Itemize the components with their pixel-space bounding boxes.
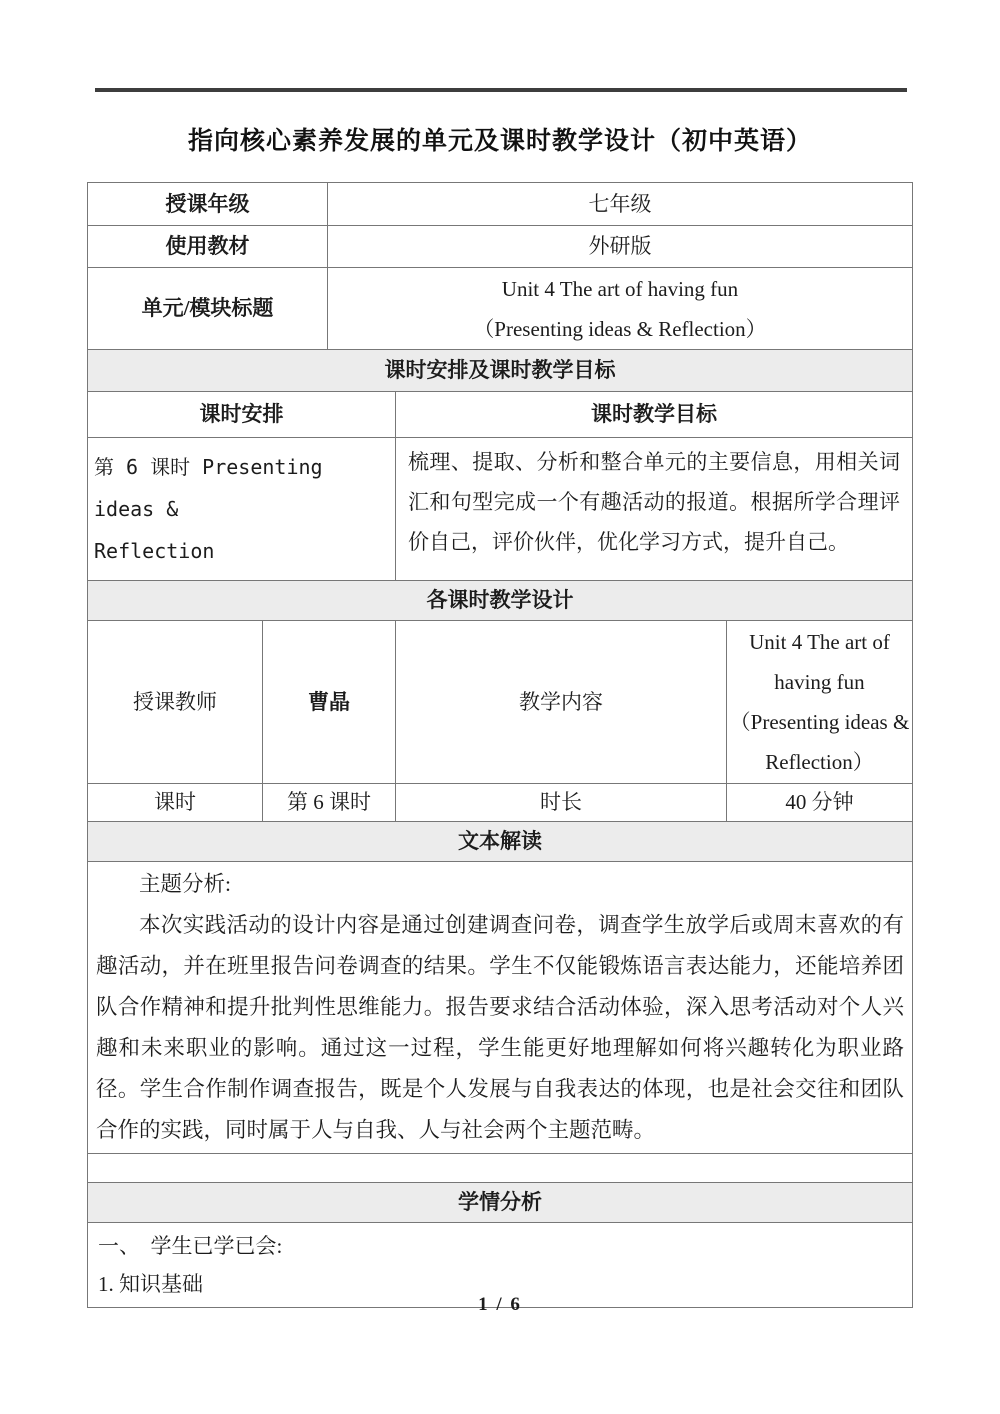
section-header-row <box>88 349 912 391</box>
header-rule <box>95 88 907 92</box>
table-row <box>88 391 912 437</box>
schedule-line2: Reflection <box>94 539 215 563</box>
section-header-row <box>88 580 912 620</box>
textbook-label: 使用教材 <box>165 234 250 259</box>
content-value <box>726 621 912 783</box>
content-line2: having fun <box>774 670 865 694</box>
lesson-design-table <box>87 182 913 1308</box>
unit-title-line2: （Presenting ideas & Reflection） <box>473 316 767 341</box>
unit-title-lines <box>473 269 766 349</box>
empty-cell <box>88 1154 912 1182</box>
table-row <box>88 267 912 349</box>
duration-label: 时长 <box>395 784 726 821</box>
teacher-value: 曹晶 <box>262 621 395 783</box>
teacher-label: 授课教师 <box>133 689 217 714</box>
content-label: 教学内容 <box>395 621 726 783</box>
learner-analysis-line2: 1. 知识基础 <box>98 1272 203 1296</box>
grade-label: 授课年级 <box>165 191 250 216</box>
duration-value: 40 分钟 <box>726 784 912 821</box>
topic-analysis-label: 主题分析: <box>139 872 231 896</box>
content-value-lines <box>730 622 910 782</box>
schedule-line1: 第 6 课时 Presenting ideas & <box>94 455 323 521</box>
table-row <box>88 861 912 1153</box>
period-label: 课时 <box>154 790 196 815</box>
schedule-value <box>88 438 395 580</box>
schedule-section-header: 课时安排及课时教学目标 <box>88 350 912 391</box>
unit-title-label: 单元/模块标题 <box>141 296 274 321</box>
table-row <box>88 183 912 225</box>
learner-analysis-line1: 一、 学生已学已会: <box>98 1234 283 1258</box>
text-reading-section-header: 文本解读 <box>88 822 912 861</box>
table-row <box>88 783 912 821</box>
unit-title-line1: Unit 4 The art of having fun <box>501 276 739 301</box>
table-row <box>88 437 912 580</box>
objective-value: 梳理、提取、分析和整合单元的主要信息，用相关词汇和句型完成一个有趣活动的报道。根据所学合理评价自己，评价伙伴，优化学习方式，提升自己。 <box>395 438 912 580</box>
table-row <box>88 225 912 267</box>
topic-analysis-paragraph: 本次实践活动的设计内容是通过创建调查问卷，调查学生放学后或周末喜欢的有趣活动，并在班里报告问卷调查的结果。学生不仅能锻炼语言表达能力，还能培养团队合作精神和提升批判性思维能力。报告要求结合活动体验，深入思考活动对个人兴趣和未来职业的影响。通过这一过程，学生能更好地理解如何将兴趣转化为职业路径。学生合作制作调查报告，既是个人发展与自我表达的体现，也是社会交往和团队合作的实践，同时属于人与自我、人与社会两个主题范畴。 <box>96 913 904 1142</box>
empty-row <box>88 1153 912 1182</box>
design-section-header: 各课时教学设计 <box>88 581 912 620</box>
schedule-column-header: 课时安排 <box>199 402 284 427</box>
grade-value: 七年级 <box>327 183 912 225</box>
section-header-row <box>88 821 912 861</box>
section-header-row <box>88 1182 912 1222</box>
document-title: 指向核心素养发展的单元及课时教学设计（初中英语） <box>187 127 812 155</box>
learner-analysis-section-header: 学情分析 <box>88 1183 912 1222</box>
content-line3: （Presenting ideas & <box>729 710 910 734</box>
table-row <box>88 620 912 783</box>
topic-analysis-cell <box>88 862 912 1153</box>
content-line1: Unit 4 The art of <box>749 630 890 654</box>
page-number: 1 / 6 <box>478 1294 522 1315</box>
content-line4: Reflection） <box>765 750 874 774</box>
unit-title-value <box>327 268 912 349</box>
period-value: 第 6 课时 <box>262 784 395 821</box>
textbook-value: 外研版 <box>327 226 912 267</box>
objective-column-header: 课时教学目标 <box>395 392 912 437</box>
